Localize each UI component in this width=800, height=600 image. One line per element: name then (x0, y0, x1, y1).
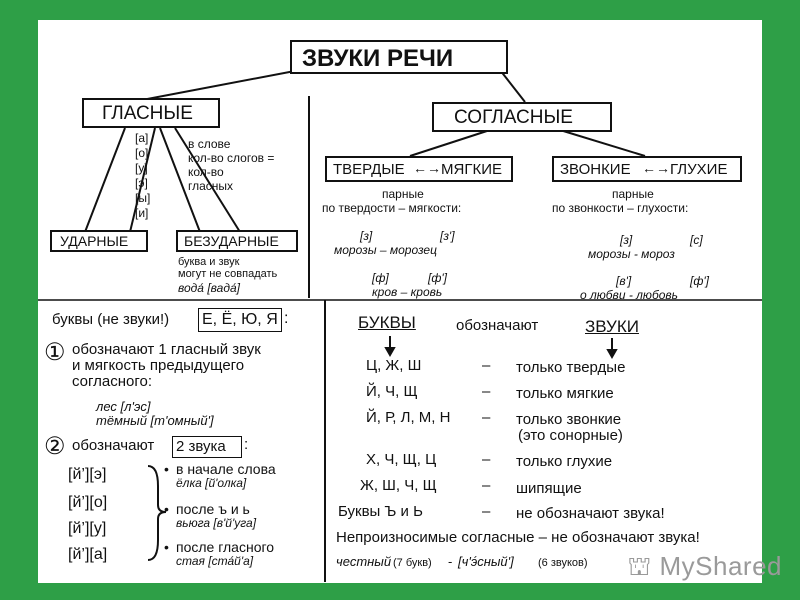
example-sound: [з'] (440, 229, 455, 243)
row-desc: только звонкие (516, 411, 622, 428)
number-one-icon: ① (44, 339, 66, 366)
vowel-sound: [а] (135, 131, 149, 145)
item1-text: и мягкость предыдущего (72, 357, 245, 374)
sound-pair: [й’][а] (68, 546, 108, 563)
example-sound: [ф'] (690, 274, 709, 288)
example-dash: - (448, 554, 453, 569)
title-box (290, 40, 508, 74)
vowels-box (82, 98, 220, 128)
letters-box-label: Е, Ё, Ю, Я (202, 311, 278, 328)
vowel-sound: [и] (135, 206, 149, 220)
unpronounceable-note: Непроизносимые согласные – не обозначают звука! (336, 529, 700, 546)
item2-text: обозначают (72, 437, 155, 454)
col-sounds: ЗВУКИ (585, 317, 639, 336)
pairs-voiced: парные (612, 187, 654, 201)
row-letters: Й, Р, Л, М, Н (366, 409, 451, 426)
example-transcription: [ч'э́сный'] (458, 554, 514, 569)
two-sounds-box (172, 436, 242, 458)
col-mid: обозначают (456, 317, 539, 334)
vowel-sound: [о] (135, 146, 149, 160)
row-letters: Х, Ч, Щ, Ц (366, 451, 437, 468)
row-dash: – (482, 409, 491, 426)
bullet-icon: • (164, 539, 169, 555)
row-letters: Ц, Ж, Ш (366, 357, 422, 374)
bullet-title: в начале слова (176, 461, 276, 477)
stressed-box (50, 230, 148, 252)
row-dash: – (482, 477, 491, 494)
unstressed-note: буква и звук (178, 256, 240, 268)
consonants-heading: СОГЛАСНЫЕ (454, 107, 573, 128)
example-words: о любви - любовь (580, 288, 678, 302)
pairs-hard-soft: по твердости – мягкости: (322, 201, 462, 215)
two-sounds-label: 2 звука (176, 438, 226, 455)
stressed-label: УДАРНЫЕ (60, 233, 129, 249)
example-count: (6 звуков) (538, 557, 588, 569)
row-dash: – (482, 503, 491, 520)
number-two-icon: ② (44, 433, 66, 460)
bullet-icon: • (164, 501, 169, 517)
example-sound: [ф] (372, 271, 389, 285)
pairs-voiced: по звонкости – глухости: (552, 201, 689, 215)
watermark-logo (627, 551, 782, 586)
vowel-sound: [у] (135, 161, 148, 175)
letters-box (198, 308, 282, 332)
example-count: (7 букв) (393, 557, 432, 569)
item1-text: обозначают 1 гласный звук (72, 341, 261, 358)
row-desc: только твердые (516, 359, 626, 376)
example-words: кров – кровь (372, 285, 443, 299)
row-letters: Ж, Ш, Ч, Щ (360, 477, 437, 494)
example-word: честный (336, 554, 392, 569)
bullet-example: ёлка [й'олка] (176, 476, 247, 490)
example-sound: [в'] (616, 274, 632, 288)
soft-label: МЯГКИЕ (441, 161, 502, 178)
watermark-icon: ⛫ (627, 551, 652, 581)
bullet-title: после ъ и ь (176, 501, 250, 517)
hard-label: ТВЕРДЫЕ (333, 161, 405, 178)
row-letters: Й, Ч, Щ (366, 383, 418, 400)
letters-heading: буквы (не звуки!) (52, 311, 170, 328)
vowel-note: гласных (188, 179, 234, 193)
watermark-text: MyShared (659, 551, 782, 581)
example-sound: [ф'] (428, 271, 447, 285)
example-sound: [з] (620, 233, 633, 247)
row-dash: – (482, 383, 491, 400)
unstressed-label: БЕЗУДАРНЫЕ (184, 233, 279, 249)
col-letters: БУКВЫ (358, 313, 416, 332)
example-words: морозы – морозец (334, 243, 437, 257)
item1-text: согласного: (72, 373, 153, 390)
arrow-icon: ←→ (413, 160, 441, 176)
voiced-voiceless-box (552, 156, 742, 182)
vowels-heading: ГЛАСНЫЕ (102, 103, 193, 124)
vowel-sound: [ы] (135, 191, 151, 205)
vowel-note: в слове (188, 137, 231, 151)
sonorant-note: (это сонорные) (518, 427, 623, 444)
example-sound: [с] (690, 233, 703, 247)
item1-example: тёмный [т'омный'] (96, 413, 214, 428)
bullet-example: стая [ста́й'а] (176, 554, 254, 568)
hard-soft-box (325, 156, 513, 182)
arrow-icon: ←→ (642, 160, 670, 176)
row-desc: только мягкие (516, 385, 614, 402)
vowel-note: кол-во (188, 165, 224, 179)
bullet-icon: • (164, 461, 169, 477)
unstressed-note: могут не совпадать (178, 268, 278, 280)
row-desc: только глухие (516, 453, 613, 470)
item2-colon: : (244, 436, 249, 453)
page-title: ЗВУКИ РЕЧИ (302, 45, 454, 72)
example-words: морозы - мороз (588, 247, 675, 261)
voiced-label: ЗВОНКИЕ (560, 161, 631, 178)
consonants-box (432, 102, 612, 132)
sound-pair: [й’][у] (68, 520, 107, 537)
row-letters: Буквы Ъ и Ь (338, 503, 423, 520)
example-sound: [з] (360, 229, 373, 243)
unstressed-box (176, 230, 298, 252)
bullet-title: после гласного (176, 539, 275, 555)
vowel-note: кол-во слогов = (188, 151, 275, 165)
pairs-hard-soft: парные (382, 187, 424, 201)
bullet-example: вьюга [в'й'уга] (176, 516, 257, 530)
sound-pair: [й’][э] (68, 466, 107, 483)
unstressed-example: вода́ [вада́] (178, 281, 240, 295)
row-desc: шипящие (516, 480, 582, 497)
row-dash: – (482, 451, 491, 468)
row-desc: не обозначают звука! (516, 505, 665, 522)
sound-pair: [й’][о] (68, 494, 108, 511)
voiceless-label: ГЛУХИЕ (670, 161, 728, 178)
row-dash: – (482, 357, 491, 374)
letters-heading-colon: : (284, 310, 289, 327)
vowel-sound: [э] (135, 176, 148, 190)
item1-example: лес [л'эс] (96, 399, 151, 414)
